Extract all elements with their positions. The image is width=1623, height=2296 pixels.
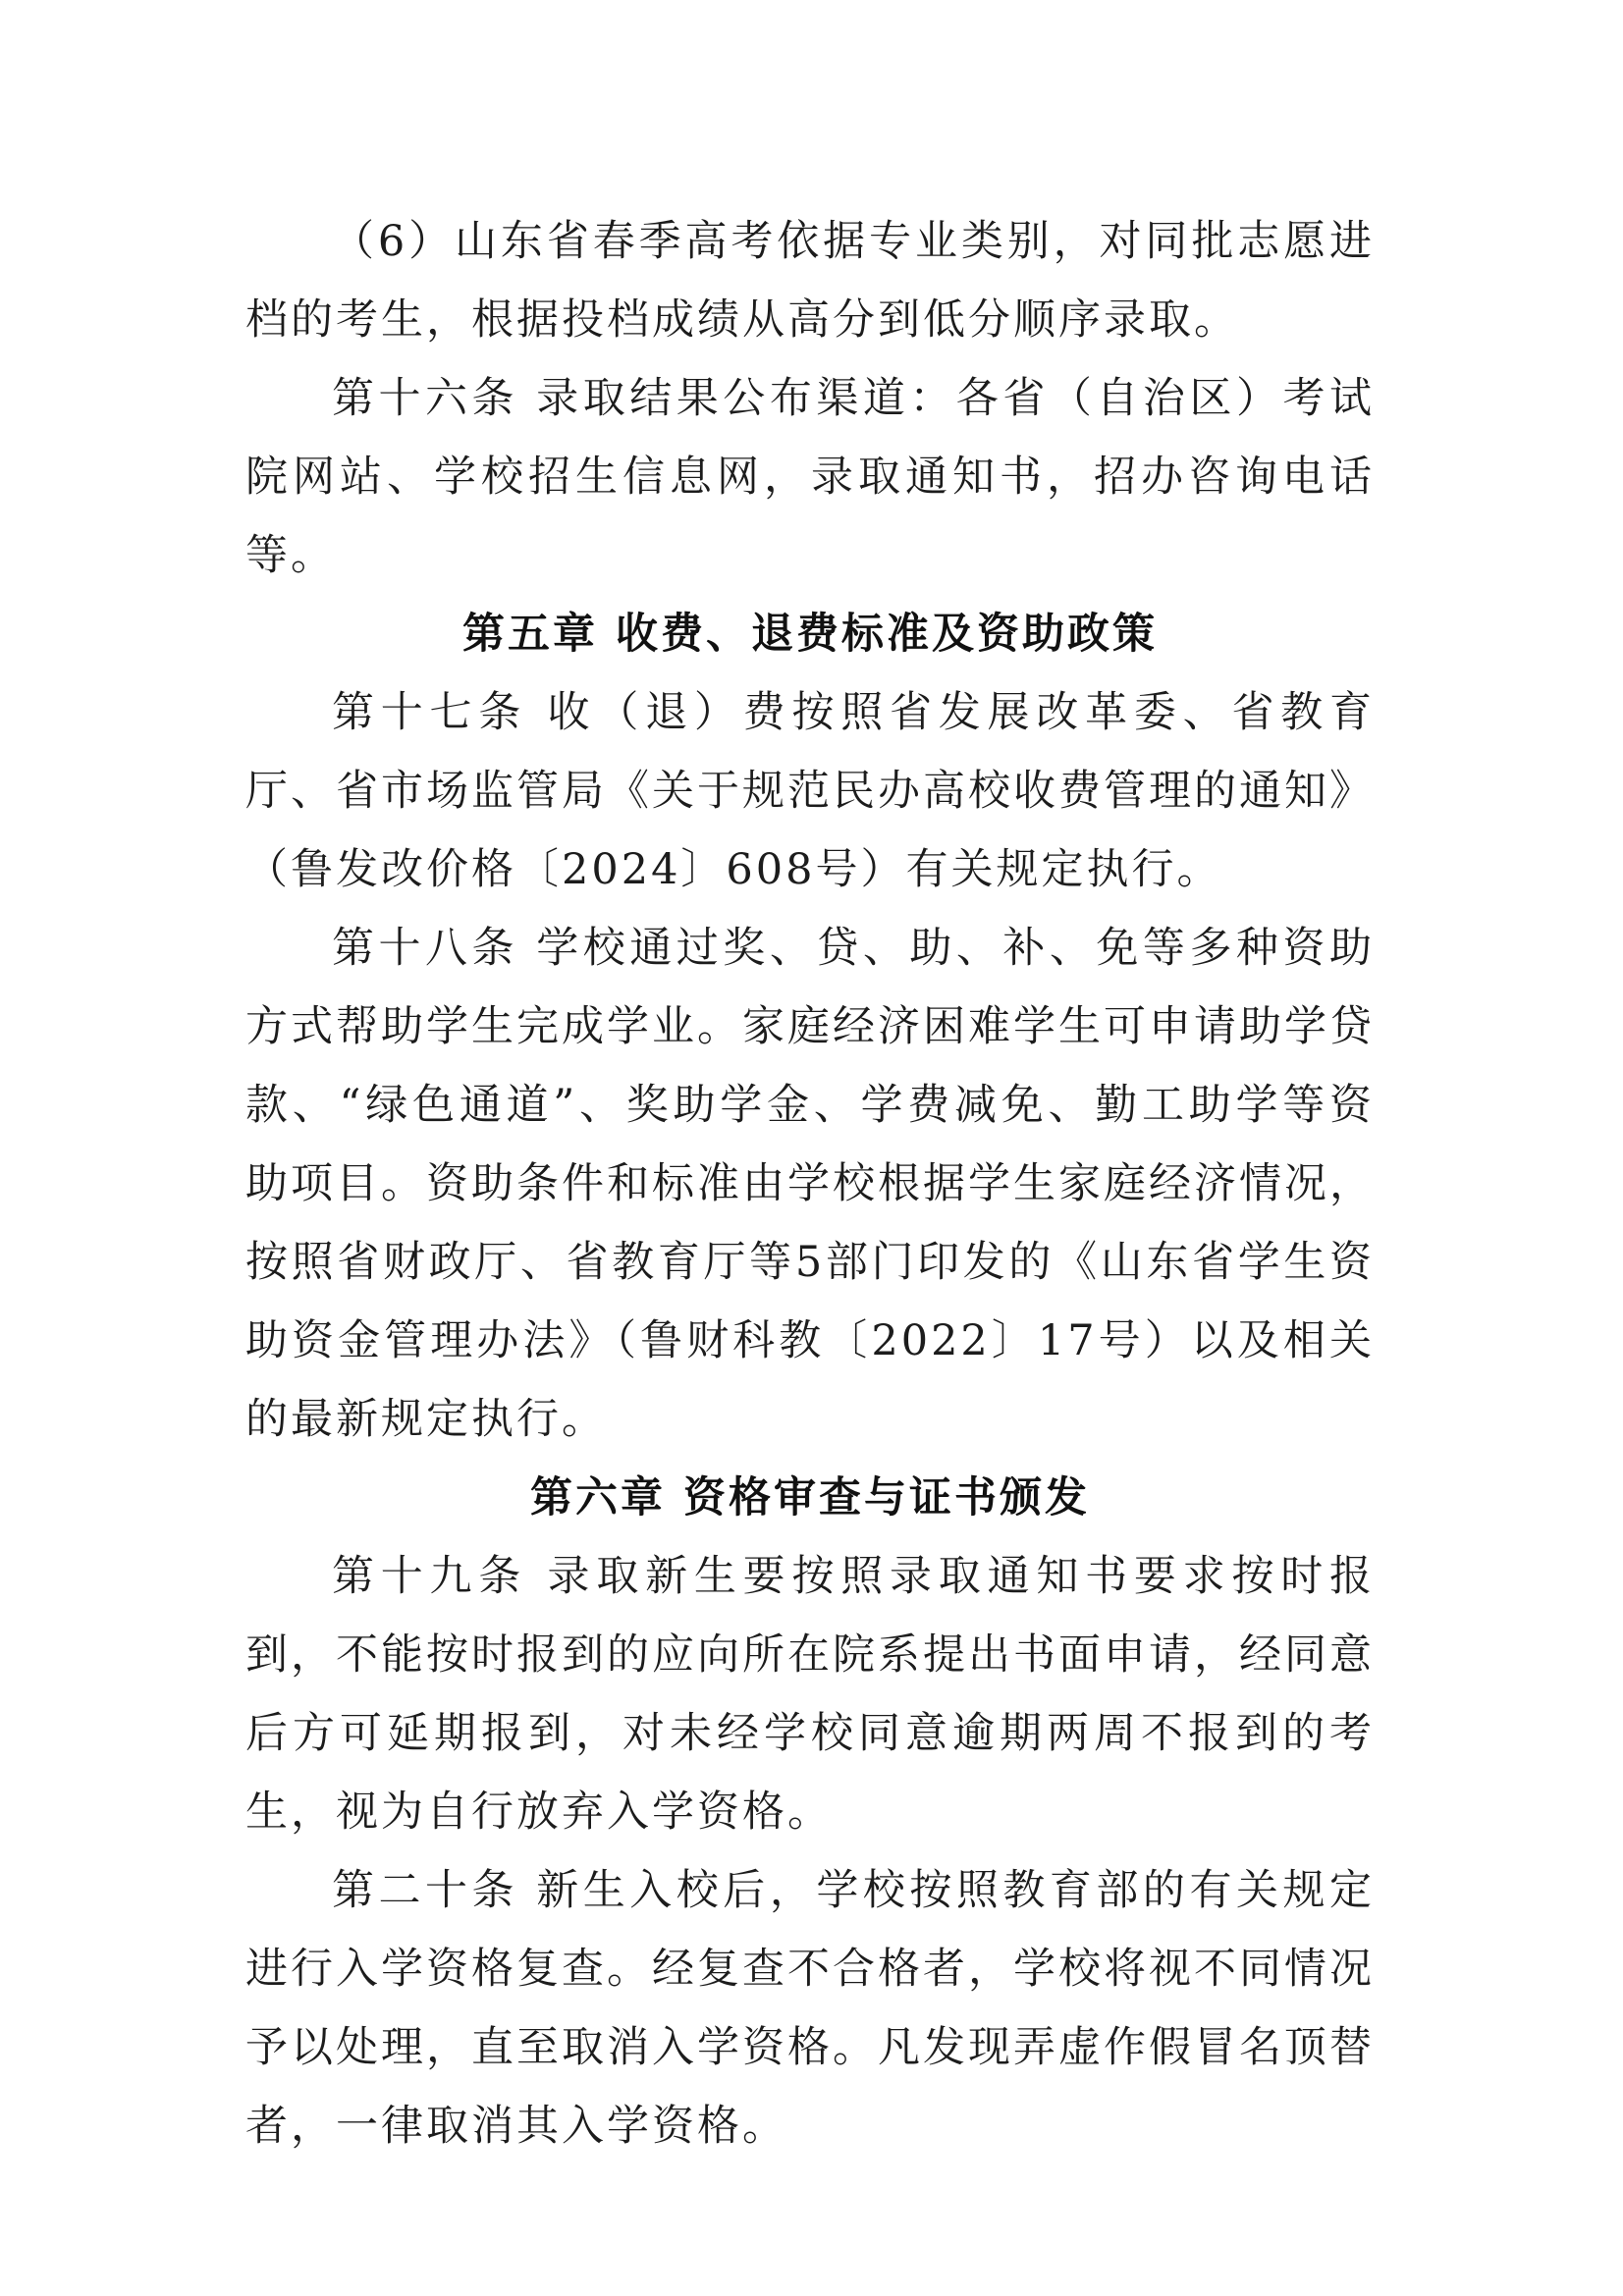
paragraph-article-20: 第二十条 新生入校后，学校按照教育部的有关规定进行入学资格复查。经复查不合格者，学校将视不同情况予以处理，直至取消入学资格。凡发现弄虚作假冒名顶替者，一律取消其入学资格。 <box>245 1866 1375 2151</box>
paragraph-admission-order: （6）山东省春季高考依据专业类别，对同批志愿进档的考生，根据投档成绩从高分到低分顺序录取。 <box>245 217 1375 345</box>
chapter-6-title: 第六章 资格审查与证书颁发 <box>530 1473 1090 1522</box>
paragraph-article-19: 第十九条 录取新生要按照录取通知书要求按时报到，不能按时报到的应向所在院系提出书面申请，经同意后方可延期报到，对未经学校同意逾期两周不报到的考生，视为自行放弃入学资格。 <box>245 1552 1375 1837</box>
paragraph-article-18: 第十八条 学校通过奖、贷、助、补、免等多种资助方式帮助学生完成学业。家庭经济困难学生可申请助学贷款、“绿色通道”、奖助学金、学费减免、勤工助学等资助项目。资助条件和标准由学校根据学生家庭经济情况，按照省财政厅、省教育厅等5部门印发的《山东省学生资助资金管理办法》（鲁财科教〔2022〕17号）以及相关的最新规定执行。 <box>245 924 1375 1444</box>
paragraph-article-17: 第十七条 收（退）费按照省发展改革委、省教育厅、省市场监管局《关于规范民办高校收费管理的通知》（鲁发改价格〔2024〕608号）有关规定执行。 <box>245 688 1375 894</box>
paragraph-article-16: 第十六条 录取结果公布渠道：各省（自治区）考试院网站、学校招生信息网，录取通知书，招办咨询电话等。 <box>245 374 1375 580</box>
document-body <box>245 202 1375 2165</box>
chapter-5-title: 第五章 收费、退费标准及资助政策 <box>462 610 1158 659</box>
